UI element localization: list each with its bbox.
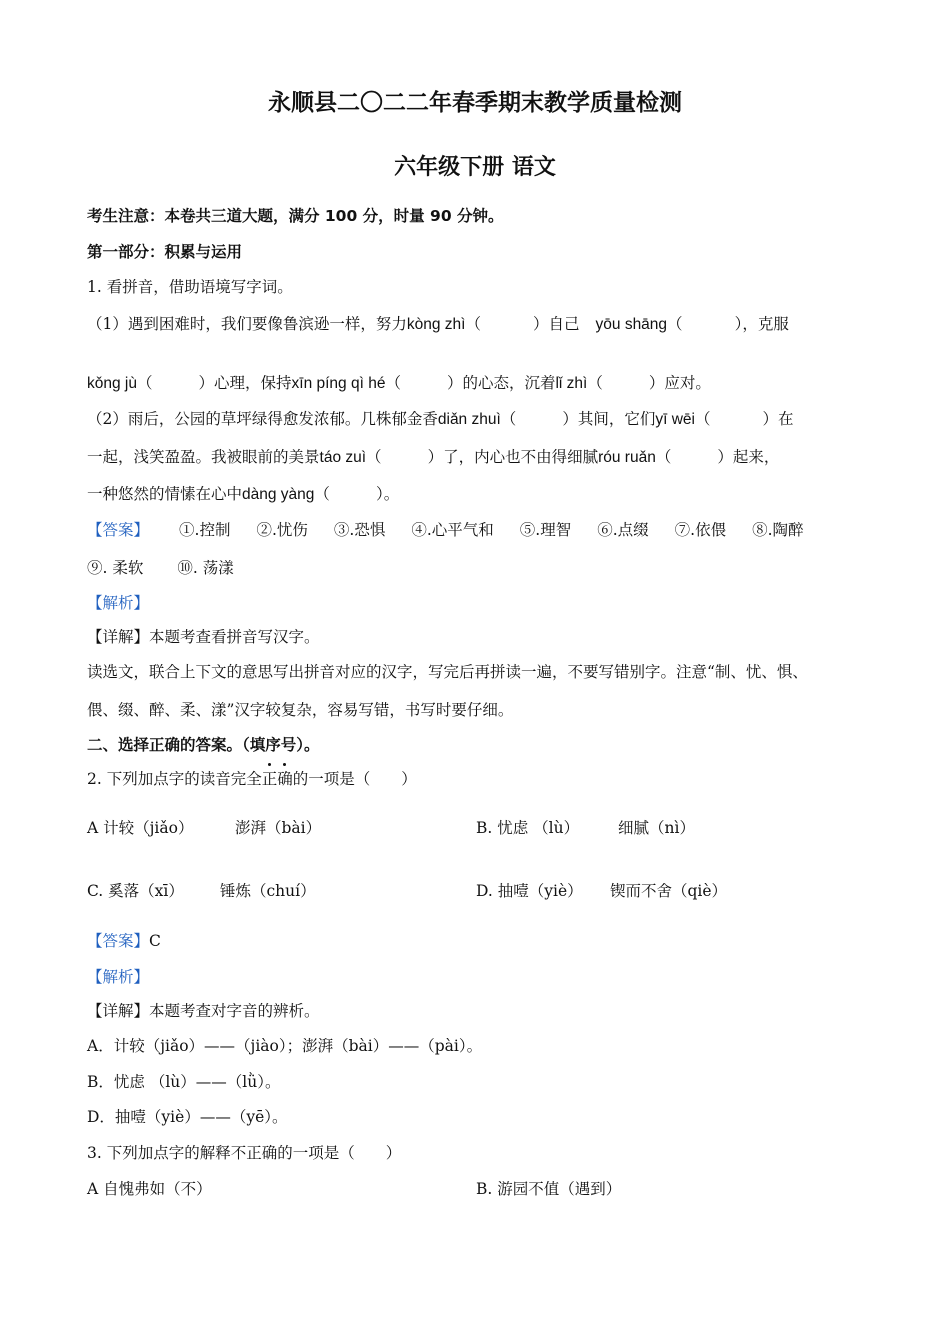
- q1-stem: 1. 看拼音，借助语境写字词。: [87, 278, 293, 296]
- page-subtitle: 六年级下册 语文: [394, 155, 556, 180]
- answer-item: ⑦.依偎: [674, 521, 727, 539]
- part2-heading: 二、选择正确的答案。（填序号）。: [87, 736, 320, 754]
- q1-explain-2: 偎、缀、醉、柔、漾”汉字较复杂，容易写错，书写时要仔细。: [87, 701, 514, 719]
- q2-option-d: D. 抽噎（yiè）: [476, 882, 583, 900]
- q2-explain-b: B．忧虑 （lù）——（lǜ）。: [87, 1073, 281, 1091]
- q2-option-a: A 计较（jiǎo）: [87, 819, 194, 837]
- q3-option-b: B. 游园不值（遇到）: [476, 1180, 622, 1198]
- q1-line5: 一种悠然的情愫在心中dàng yàng（ ）。: [87, 485, 400, 503]
- q3-stem: 3. 下列加点字的解释不正确的一项是（ ）: [87, 1144, 402, 1162]
- answer-item: ⑧.陶醉: [752, 521, 804, 539]
- q2-option-b: B. 忧虑 （lù）: [476, 819, 580, 837]
- page-title: 永顺县二〇二二年春季期末教学质量检测: [268, 90, 682, 116]
- q2-answer: 【答案】C: [87, 932, 161, 950]
- q1-line4: 一起，浅笑盈盈。我被眼前的美景táo zuì（ ）了，内心也不由得细腻róu ruǎn（ ）起来，: [87, 448, 780, 466]
- answer-item: ⑨. 柔软: [87, 559, 144, 577]
- q2-explain-d: D．抽噎（yiè）——（yē）。: [87, 1108, 288, 1126]
- answer-item: ⑤.理智: [519, 521, 572, 539]
- q2-detail: 【详解】本题考查对字音的辨析。: [87, 1002, 320, 1020]
- q1-explain-1: 读选文，联合上下文的意思写出拼音对应的汉字，写完后再拼读一遍，不要写错别字。注意“制、忧、惧、: [87, 663, 808, 681]
- q2-option-c-word2: 锤炼（chuí）: [220, 882, 316, 900]
- q2-stem: 2. 下列加点字的读音完全正确的一项是（ ）: [87, 770, 417, 788]
- q2-option-d-word2: 锲而不舍（qiè）: [610, 882, 728, 900]
- answer-item: ①.控制: [179, 521, 231, 539]
- answer-item: ⑥.点缀: [597, 521, 649, 539]
- q2-analysis-label: 【解析】: [87, 968, 150, 986]
- q2-explain-a: A．计较（jiǎo）——（jiào）；澎湃（bài）——（pài）。: [87, 1037, 483, 1055]
- answer-item: ②.忧伤: [256, 521, 308, 539]
- q2-option-b-word2: 细腻（nì）: [618, 819, 695, 837]
- q1-line2: kǒng jù（ ）心理，保持xīn píng qì hé（ ）的心态，沉着lǐ zhì（ ）应对。: [87, 374, 711, 392]
- exam-notice: 考生注意：本卷共三道大题，满分 100 分，时量 90 分钟。: [87, 207, 504, 225]
- q1-line1: （1）遇到困难时，我们要像鲁滨逊一样，努力kòng zhì（ ）自己 yōu shāng（ ），克服: [87, 315, 789, 333]
- q3-option-a: A 自愧弗如（不）: [87, 1180, 212, 1198]
- answer-label: 【答案】: [87, 521, 150, 539]
- part1-heading: 第一部分：积累与运用: [87, 243, 243, 261]
- analysis-label: 【解析】: [87, 594, 150, 612]
- q1-answer-row2: [87, 557, 260, 579]
- q1-line3: （2）雨后，公园的草坪绿得愈发浓郁。几株郁金香diǎn zhuì（ ）其间，它们yī wēi（ ）在: [87, 410, 794, 428]
- q2-option-c: C. 奚落（xī）: [87, 882, 184, 900]
- q2-option-a-word2: 澎湃（bài）: [235, 819, 322, 837]
- q1-detail: 【详解】本题考查看拼音写汉字。: [87, 628, 320, 646]
- q1-answer-row1: [87, 519, 804, 541]
- answer-item: ④.心平气和: [411, 521, 494, 539]
- answer-item: ⑩. 荡漾: [177, 559, 234, 577]
- answer-item: ③.恐惧: [333, 521, 386, 539]
